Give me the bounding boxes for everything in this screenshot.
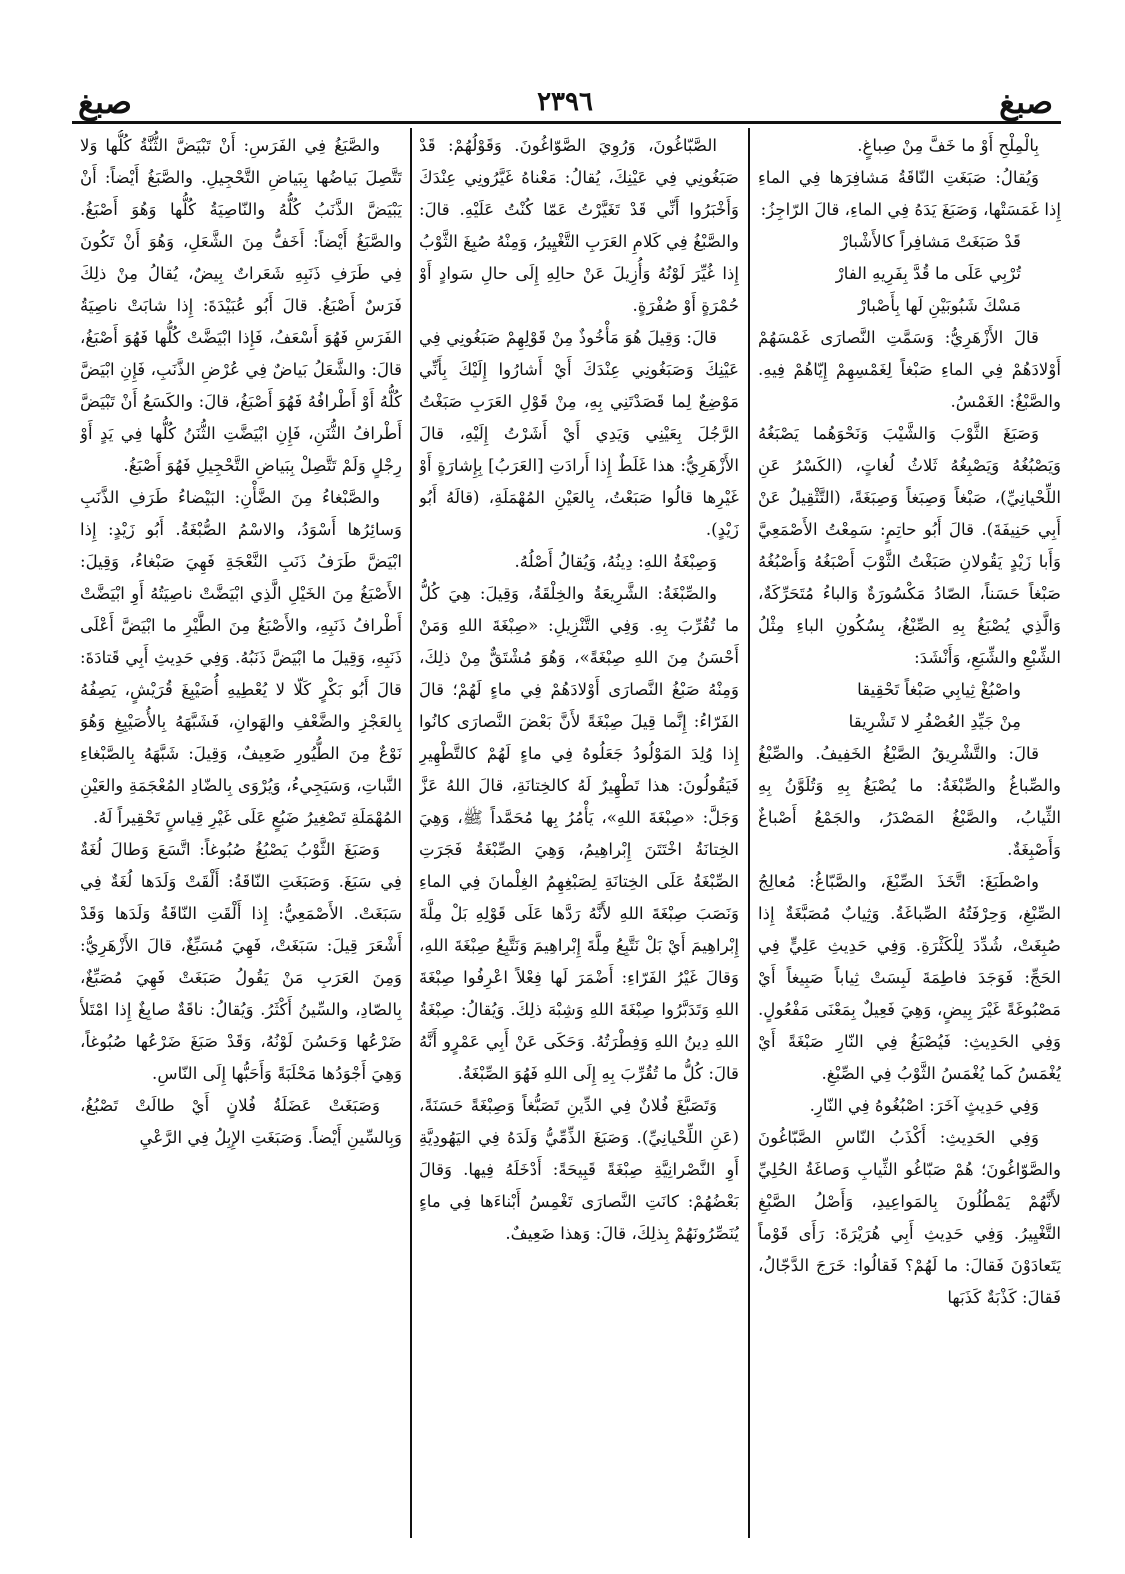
verse-line: تُرْبِي عَلَى ما قُدَّ بِفَرِيهِ الفارْ — [835, 264, 1021, 283]
paragraph: واصْطَبَغَ: اتَّخَذَ الصِّبْغَ، والصَّبّاغُ: مُعالِجُ الصِّبْغِ، وَحِرْفَتُهُ الصِّباغَةُ. وَثِيابٌ مُصَبَّغَةٌ إِذا صُبِغَتْ، شُدِّدَ لِلْكَثْرَةِ. وَفِي حَدِيثِ عَلِيٍّ فِي الحَجِّ: فَوَجَدَ فاطِمَةَ لَبِسَتْ ثِياباً صَبِيغاً أَيْ مَصْبُوغَةً غَيْرَ بِيضٍ، وَهِيَ فَعِيلٌ بِمَعْنَى مَفْعُولٍ. وَفِي الحَدِيثِ: فَيُصْبَغُ فِي النّارِ صَبْغَةً أَيْ يُغْمَسُ كَما يُغْمَسُ الثَّوْبُ فِي الصِّبْغِ. — [758, 872, 1061, 1083]
column-middle — [419, 130, 739, 1535]
paragraph: وَصِبْغَةُ اللهِ: دِينُهُ، وَيُقالُ أَصْلُهُ. — [514, 552, 717, 571]
header-rule — [72, 121, 1061, 124]
head-word-right: صبغ — [999, 83, 1053, 121]
paragraph: قالَ: والتَّشْرِيقُ الصَّبْغُ الخَفِيفُ. والصِّبْغُ والصِّباغُ والصِّبْغَةُ: ما يُصْبَغُ بِهِ وَتُلَوَّنُ بِهِ الثِّيابُ، والصَّبْغُ المَصْدَرُ، والجَمْعُ أَصْباغٌ وَأَصْبِغَةٌ. — [758, 744, 1061, 859]
paragraph: قالَ الأَزْهَرِيُّ: وَسَمَّتِ النَّصارَى غَمْسَهُمْ أَوْلادَهُمْ فِي الماءِ صَبْغاً لِغَمْسِهِمْ إِيّاهُمْ فِيهِ. والصَّبْغُ: الغَمْسُ. — [758, 328, 1061, 411]
paragraph: وَيُقالُ: صَبَغَتِ النّاقَةُ مَشافِرَها فِي الماءِ إِذا غَمَسَتْها، وَصَبَغَ يَدَهُ فِي الماءِ، قالَ الرّاجِزُ: — [758, 168, 1061, 219]
page-number: ٢٣٩٦ — [537, 87, 593, 117]
head-word-left: صبغ — [78, 83, 132, 121]
column-right — [758, 130, 1061, 1535]
verse-line: قَدْ صَبَغَتْ مَشافِراً كالأَشْبارْ — [840, 232, 1021, 251]
column-left — [80, 130, 402, 1535]
paragraph: وَصَبَغَ الثَّوْبُ يَصْبُغُ صُبُوغاً: اتَّسَعَ وَطالَ لُغَةٌ فِي سَبَغَ. وَصَبَغَتِ النّاقَةُ: أَلْقَتْ وَلَدَها لُغَةٌ فِي سَبَغَتْ. الأَصْمَعِيُّ: إِذا أَلْقَتِ النّاقَةُ وَلَدَها وَقَدْ أَشْعَرَ قِيلَ: سَبَغَتْ، فَهِيَ مُسَبِّغٌ، قالَ الأَزْهَرِيُّ: وَمِنَ العَرَبِ مَنْ يَقُولُ صَبَغَتْ فَهِيَ مُصَبِّغٌ، بِالصّادِ، والسِّينُ أَكْثَرُ. وَيُقالُ: ناقَةٌ صابِغٌ إِذا امْتَلأَ ضَرْعُها وَحَسُنَ لَوْنُهُ، وَقَدْ صَبَغَ ضَرْعُها صُبُوغاً، وَهِيَ أَجْوَدُها مَحْلَبَةً وَأَحَبُّها إِلَى النّاسِ. — [80, 840, 402, 1083]
paragraph: والصِّبْغَةُ: الشَّرِيعَةُ والخِلْقَةُ، وَقِيلَ: هِيَ كُلُّ ما تُقُرِّبَ بِهِ. وَفِي التَّنْزِيلِ: «صِبْغَةَ اللهِ وَمَنْ أَحْسَنُ مِنَ اللهِ صِبْغَةً»، وَهُوَ مُشْتَقٌّ مِنْ ذلِكَ، وَمِنْهُ صَبْغُ النَّصارَى أَوْلادَهُمْ فِي ماءٍ لَهُمْ؛ قالَ الفَرّاءُ: إِنَّما قِيلَ صِبْغَةً لأَنَّ بَعْضَ النَّصارَى كانُوا إِذا وُلِدَ المَوْلُودُ جَعَلُوهُ فِي ماءٍ لَهُمْ كالتَّطْهِيرِ فَيَقُولُونَ: هذا تَطْهِيرٌ لَهُ كالخِتانَةِ، قالَ اللهُ عَزَّ وَجَلَّ: «صِبْغَةَ اللهِ»، يَأْمُرُ بِها مُحَمَّداً ﷺ، وَهِيَ الخِتانَةُ اخْتَتَنَ إِبْراهِيمُ، وَهِيَ الصِّبْغَةُ فَجَرَتِ الصِّبْغَةُ عَلَى الخِتانَةِ لِصَبْغِهِمُ الغِلْمانَ فِي الماءِ وَنَصَبَ صِبْغَةَ اللهِ لأَنَّهُ رَدَّها عَلَى قَوْلِهِ بَلْ مِلَّةَ إِبْراهِيمَ أَيْ بَلْ نَتَّبِعُ مِلَّةَ إِبْراهِيمَ وَنَتَّبِعُ صِبْغَةَ اللهِ، وَقالَ غَيْرُ الفَرّاءِ: أَضْمَرَ لَها فِعْلاً اعْرِفُوا صِبْغَةَ اللهِ وَتَدَبَّرُوا صِبْغَةَ اللهِ وَشِبْهَ ذلِكَ. وَيُقالُ: صِبْغَةُ اللهِ دِينُ اللهِ وَفِطْرَتُهُ. وَحَكَى عَنْ أَبِي عَمْرٍو أَنَّهُ قالَ: كُلُّ ما تُقُرِّبَ بِهِ إِلَى اللهِ فَهُوَ الصِّبْغَةُ. — [419, 584, 739, 1083]
paragraph: وَفِي حَدِيثٍ آخَرَ: اصْبُغُوهُ فِي النّارِ. — [809, 1096, 1039, 1115]
paragraph: والصَّبْغاءُ مِنَ الضَّأْنِ: البَيْضاءُ طَرَفِ الذَّنَبِ وَسائِرُها أَسْوَدُ، والاسْمُ الصُّبْغَةُ. أَبُو زَيْدٍ: إِذا ابْيَضَّ طَرَفُ ذَنَبِ النَّعْجَةِ فَهِيَ صَبْغاءُ، وَقِيلَ: الأَصْبَغُ مِنَ الخَيْلِ الَّذِي ابْيَضَّتْ ناصِيَتُهُ أَوِ ابْيَضَّتْ أَطْرافُ ذَنَبِهِ، والأَصْبَغُ مِنَ الطَّيْرِ ما ابْيَضَّ أَعْلَى ذَنَبِهِ، وَقِيلَ ما ابْيَضَّ ذَنَبُهُ. وَفِي حَدِيثِ أَبِي قَتادَةَ: قالَ أَبُو بَكْرٍ كَلّا لا يُعْطِيهِ أُصَيْبِغَ قُرَيْشٍ، يَصِفُهُ بِالعَجْزِ والضَّعْفِ والهَوانِ، فَشَبَّهَهُ بِالأُصَيْبِغِ وَهُوَ نَوْعٌ مِنَ الطُّيُورِ ضَعِيفٌ، وَقِيلَ: شَبَّهَهُ بِالصَّبْغاءِ النَّباتِ، وَسَيَجِيءُ، وَيُرْوَى بِالضّادِ المُعْجَمَةِ والعَيْنِ المُهْمَلَةِ تَصْغِيرُ ضَبُعٍ عَلَى غَيْرِ قِياسٍ تَحْقِيراً لَهُ. — [80, 488, 402, 827]
paragraph: والصَّبَغُ فِي الفَرَسِ: أَنْ تَبْيَضَّ الثُّنَّةُ كُلُّها وَلا تَتَّصِلَ بَياضُها بِبَياضِ التَّحْجِيلِ. والصَّبَغُ أَيْضاً: أَنْ يَبْيَضَّ الذَّنَبُ كُلُّهُ والنّاصِيَةُ كُلُّها وَهُوَ أَصْبَغُ. والصَّبَغُ أَيْضاً: أَخَفُّ مِنَ الشَّعَلِ، وَهُوَ أَنْ تَكُونَ فِي طَرَفِ ذَنَبِهِ شَعَراتٌ بِيضٌ، يُقالُ مِنْ ذلِكَ فَرَسٌ أَصْبَغُ. قالَ أَبُو عُبَيْدَةَ: إِذا شابَتْ ناصِيَةُ الفَرَسِ فَهُوَ أَسْعَفُ، فَإِذا ابْيَضَّتْ كُلُّها فَهُوَ أَصْبَغُ، قالَ: والشَّعَلُ بَياضٌ فِي عُرْضِ الذَّنَبِ، فَإِنِ ابْيَضَّ كُلُّهُ أَوْ أَطْرافُهُ فَهُوَ أَصْبَغُ، قالَ: والكَسَعُ أَنْ تَبْيَضَّ أَطْرافُ الثُّنَنِ، فَإِنِ ابْيَضَّتِ الثُّنَنُ كُلُّها فِي يَدٍ أَوْ رِجْلٍ وَلَمْ تَتَّصِلْ بِبَياضِ التَّحْجِيلِ فَهُوَ أَصْبَغُ. — [80, 136, 402, 475]
verse-line: مَسْكَ شَبُوبَيْنِ لَها بِأَصْبارْ — [858, 296, 1021, 315]
paragraph: وَصَبَغَ الثَّوْبَ وَالشَّيْبَ وَنَحْوَهُما يَصْبَغُهُ وَيَصْبُغُهُ وَيَصْبِغُهُ ثَلاثُ لُغاتٍ، (الكَسْرُ عَنِ اللِّحْيانِيِّ)، صَبْغاً وَصِبَغاً وَصِبَغَةً، (التَّثْقِيلُ عَنْ أَبِي حَنِيفَةَ). قالَ أَبُو حاتِمٍ: سَمِعْتُ الأَصْمَعِيَّ وَأَبا زَيْدٍ يَقُولانِ صَبَغْتُ الثَّوْبَ أَصْبَغُهُ وَأَصْبُغُهُ صَبْغاً حَسَناً، الصّادُ مَكْسُورَةٌ وَالباءُ مُتَحَرِّكَةٌ، وَالَّذِي يُصْبَغُ بِهِ الصِّبْغُ، بِسُكُونِ الباءِ مِثْلُ الشِّبْعِ والشِّبَعِ، وَأَنْشَدَ: — [758, 424, 1061, 667]
paragraph: بِالْمِلْحِ أَوْ ما خَفَّ مِنْ صِباغٍ. — [857, 136, 1039, 155]
paragraph: قالَ: وَقِيلَ هُوَ مَأْخُوذٌ مِنْ قَوْلِهِمْ صَبَغُونِي فِي عَيْنِكَ وَصَبَغُونِي عِنْدَكَ أَيْ أَشارُوا إِلَيْكَ بِأَنِّي مَوْضِعٌ لِما قَصَدْتَنِي بِهِ، مِنْ قَوْلِ العَرَبِ صَبَغْتُ الرَّجُلَ بِعَيْنِي وَيَدِي أَيْ أَشَرْتُ إِلَيْهِ، قالَ الأَزْهَرِيُّ: هذا غَلَطٌ إِذا أَرادَتِ [العَرَبُ] بِإِشارَةٍ أَوْ غَيْرِها قالُوا صَبَعْتُ، بِالعَيْنِ المُهْمَلَةِ، (قالَهُ أَبُو زَيْدٍ). — [419, 328, 739, 539]
paragraph: وَفِي الحَدِيثِ: أَكْذَبُ النّاسِ الصَّبّاغُونَ والصَّوّاغُونَ؛ هُمْ صَبّاغُو الثِّيابِ وَصاغَةُ الحُلِيِّ لأَنَّهُمْ يَمْطُلُونَ بِالمَواعِيدِ، وَأَصْلُ الصَّبْغِ التَّغْيِيرُ. وَفِي حَدِيثِ أَبِي هُرَيْرَةَ: رَأَى قَوْماً يَتَعادَوْنَ فَقالَ: ما لَهُمْ؟ فَقالُوا: خَرَجَ الدَّجّالُ، فَقالَ: كَذْبَةٌ كَذَبَها — [758, 1128, 1061, 1307]
column-divider — [748, 128, 750, 1538]
column-divider — [410, 128, 412, 1538]
paragraph: وَتَصَبَّغَ فُلانٌ فِي الدِّينِ تَصَبُّغاً وَصِبْغَةً حَسَنَةً، (عَنِ اللِّحْيانِيِّ). وَصَبَغَ الذِّمِّيُّ وَلَدَهُ فِي اليَهُودِيَّةِ أَوِ النَّصْرانِيَّةِ صِبْغَةً قَبِيحَةً: أَدْخَلَهُ فِيها. وَقالَ بَعْضُهُمْ: كانَتِ النَّصارَى تَغْمِسُ أَبْناءَها فِي ماءٍ يُنَصِّرُونَهُمْ بِذلِكَ، قالَ: وَهذا ضَعِيفٌ. — [419, 1096, 739, 1243]
paragraph: وَصَبَغَتْ عَضَلَةُ فُلانٍ أَيْ طالَتْ تَصْبُغُ، وَبِالسِّينِ أَيْضاً. وَصَبَغَتِ الإِبِلُ فِي الرَّعْيِ — [80, 1096, 402, 1147]
paragraph: الصَّبّاغُونَ، وَرُوِيَ الصَّوّاغُونَ. وَقَوْلُهُمْ: قَدْ صَبَغُونِي فِي عَيْنِكَ، يُقالُ: مَعْناهُ غَيَّرُونِي عِنْدَكَ وَأَخْبَرُوا أَنِّي قَدْ تَغَيَّرْتُ عَمّا كُنْتُ عَلَيْهِ. قالَ: والصَّبْغُ فِي كَلامِ العَرَبِ التَّغْيِيرُ، وَمِنْهُ صُبِغَ الثَّوْبُ إِذا غُيِّرَ لَوْنُهُ وَأُزِيلَ عَنْ حالِهِ إِلَى حالِ سَوادٍ أَوْ حُمْرَةٍ أَوْ صُفْرَةٍ. — [419, 136, 739, 315]
verse-line: واصْبُغْ ثِيابِي صَبْغاً تَحْقِيقا — [857, 680, 1021, 699]
verse-line: مِنْ جَيِّدِ العُصْفُرِ لا تَشْرِيقا — [848, 712, 1021, 731]
